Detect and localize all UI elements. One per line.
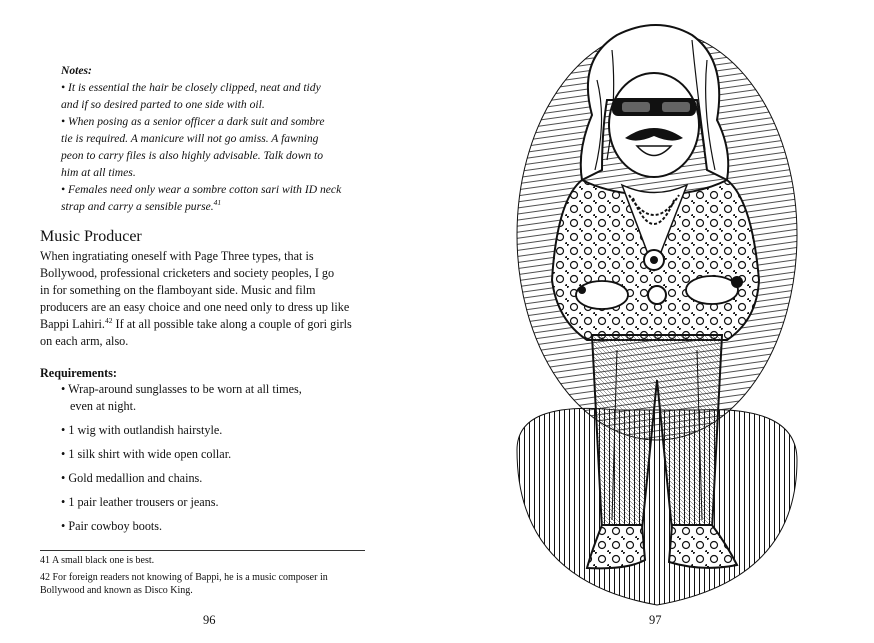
- caricature-illustration: [497, 20, 817, 610]
- inline-name: Bappi Lahiri.: [40, 317, 105, 331]
- note-line: peon to carry files is also highly advisable. Talk down to: [61, 149, 324, 162]
- footnote-42: [40, 571, 370, 598]
- page-number-left: 96: [203, 613, 216, 627]
- note-line: • When posing as a senior officer a dark suit and sombre: [61, 115, 325, 128]
- note-line: him at all times.: [61, 166, 136, 179]
- footnote-ref-41: 41: [213, 198, 222, 208]
- footnote-line: Bollywood and known as Disco King.: [40, 585, 193, 596]
- requirements-list: [61, 381, 381, 542]
- floor-shadow: [517, 408, 797, 605]
- list-item-text: • Wrap-around sunglasses to be worn at all times,: [61, 382, 302, 396]
- body-line: producers are an easy choice and one need only to dress up like: [40, 300, 350, 314]
- footnotes: [40, 554, 370, 601]
- notes-title: Notes:: [61, 64, 92, 77]
- list-item: • 1 silk shirt with wide open collar.: [61, 447, 232, 461]
- body-line: When ingratiating oneself with Page Three types, that is: [40, 249, 314, 263]
- page-number-right: 97: [649, 613, 662, 627]
- note-line: • It is essential the hair be closely clipped, neat and tidy: [61, 81, 321, 94]
- left-hand: [576, 281, 628, 309]
- note-line: and if so desired parted to one side with oil.: [61, 98, 265, 111]
- body-line: in for something on the flamboyant side. Music and film: [40, 283, 316, 297]
- body-line: on each arm, also.: [40, 334, 129, 348]
- face: [609, 73, 699, 177]
- note-line-last: [61, 198, 361, 215]
- list-item: [61, 381, 381, 415]
- footnote-41: 41 A small black one is best.: [40, 555, 155, 566]
- notes-block: [61, 62, 361, 215]
- footnote-line: 42 For foreign readers not knowing of Bappi, he is a music composer in: [40, 571, 328, 583]
- footnote-ref-42: 42: [104, 315, 113, 325]
- list-item: • 1 pair leather trousers or jeans.: [61, 495, 219, 509]
- note-line: • Females need only wear a sombre cotton sari with ID neck: [61, 183, 342, 196]
- section-title: Music Producer: [40, 228, 142, 245]
- body-paragraph: [40, 248, 380, 350]
- note-text: strap and carry a sensible purse.: [61, 200, 214, 213]
- note-line: tie is required. A manicure will not go amiss. A fawning: [61, 132, 319, 145]
- list-item: • Pair cowboy boots.: [61, 519, 163, 533]
- belt-buckle: [648, 286, 666, 304]
- list-item-continuation: even at night.: [70, 399, 136, 413]
- body-line: [40, 316, 380, 333]
- body-text: If at all possible take along a couple of gori girls: [115, 317, 352, 331]
- right-hand: [686, 276, 738, 304]
- body-line: Bollywood, professional cricketers and society peoples, I go: [40, 266, 335, 280]
- right-page: [437, 0, 874, 643]
- list-item: • 1 wig with outlandish hairstyle.: [61, 423, 223, 437]
- requirements-title: Requirements:: [40, 366, 117, 380]
- footnote-divider: [40, 550, 365, 551]
- list-item: • Gold medallion and chains.: [61, 471, 203, 485]
